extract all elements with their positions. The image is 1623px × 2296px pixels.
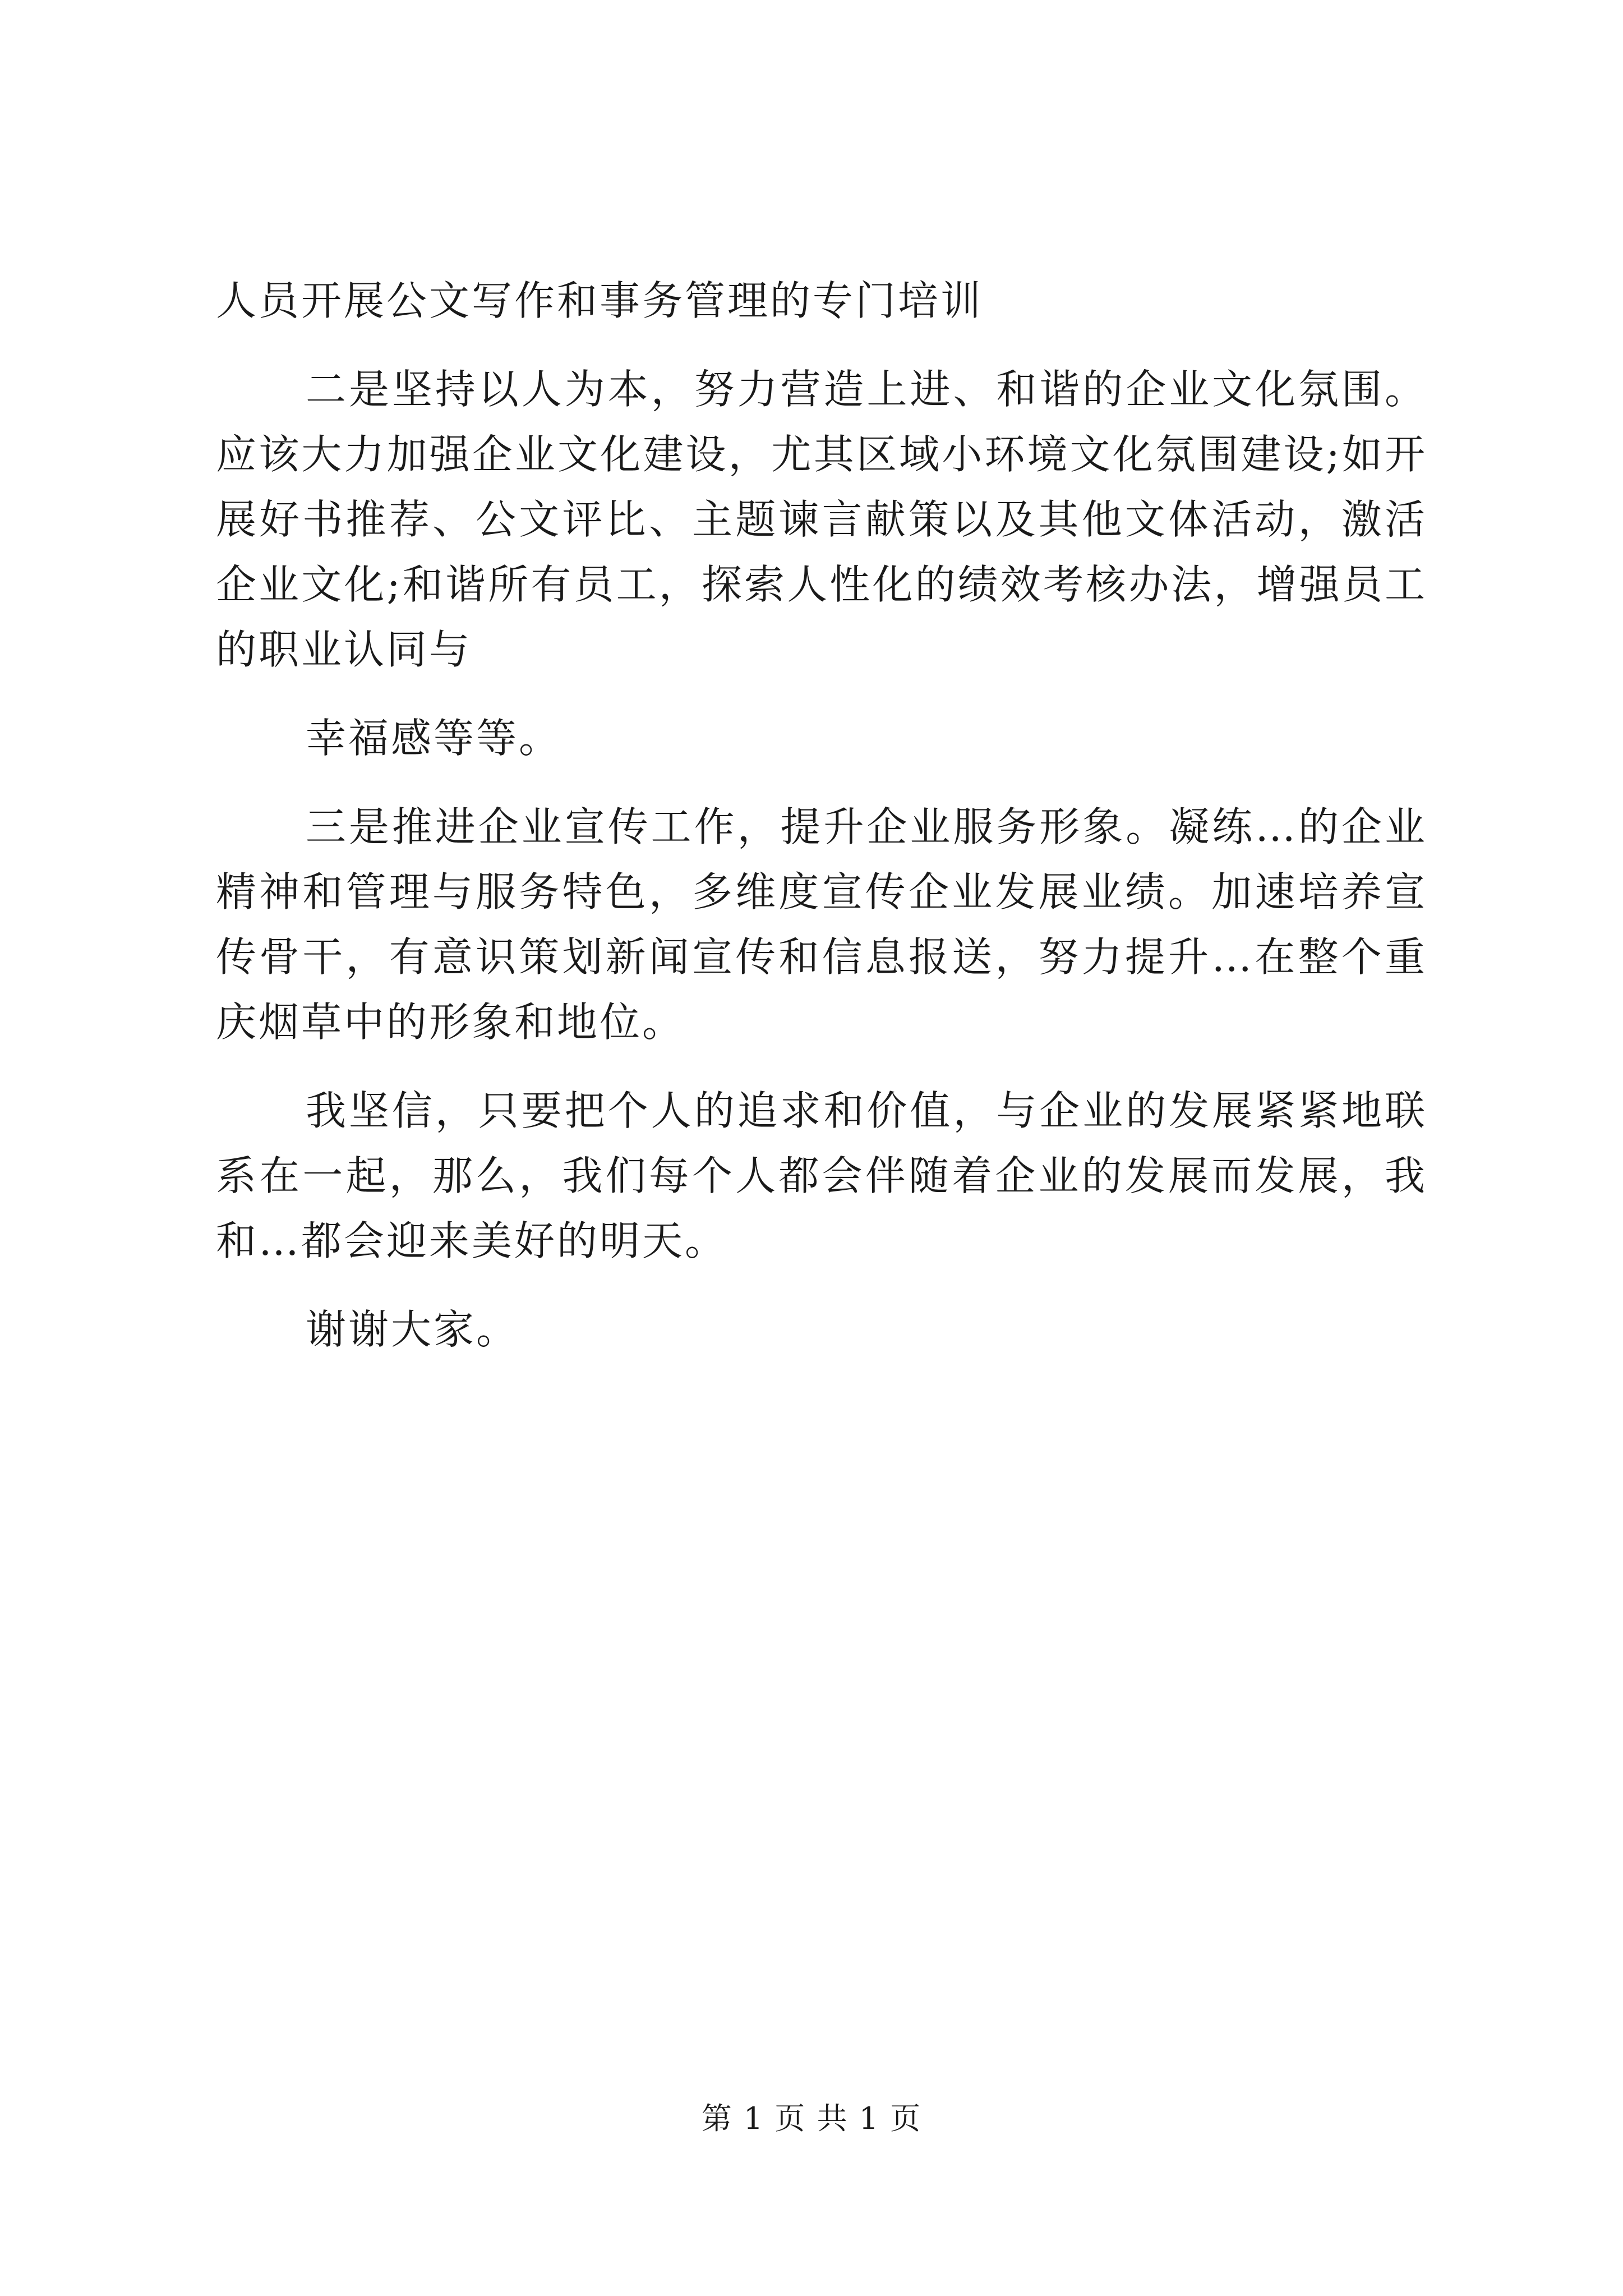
- document-body: [216, 268, 1427, 1386]
- paragraph-publicity: 三是推进企业宣传工作，提升企业服务形象。凝练…的企业精神和管理与服务特色，多维度宣传企业发展业绩。加速培养宣传骨干，有意识策划新闻宣传和信息报送，努力提升…在整个重庆烟草中的形象和地位。: [216, 803, 1427, 1046]
- paragraph-corporate-culture: 二是坚持以人为本，努力营造上进、和谐的企业文化氛围。应该大力加强企业文化建设，尤其区域小环境文化氛围建设;如开展好书推荐、公文评比、主题谏言献策以及其他文体活动，激活企业文化;和谐所有员工，探索人性化的绩效考核办法，增强员工的职业认同与: [216, 366, 1427, 673]
- paragraph-happiness: 幸福感等等。: [306, 715, 562, 762]
- page-footer: 第 1 页 共 1 页: [701, 2101, 922, 2136]
- paragraph-continuation: 人员开展公文写作和事务管理的专门培训: [216, 277, 984, 324]
- paragraph-thanks: 谢谢大家。: [306, 1306, 519, 1353]
- paragraph-conviction: 我坚信，只要把个人的追求和价值，与企业的发展紧紧地联系在一起，那么，我们每个人都会伴随着企业的发展而发展，我和…都会迎来美好的明天。: [216, 1087, 1427, 1264]
